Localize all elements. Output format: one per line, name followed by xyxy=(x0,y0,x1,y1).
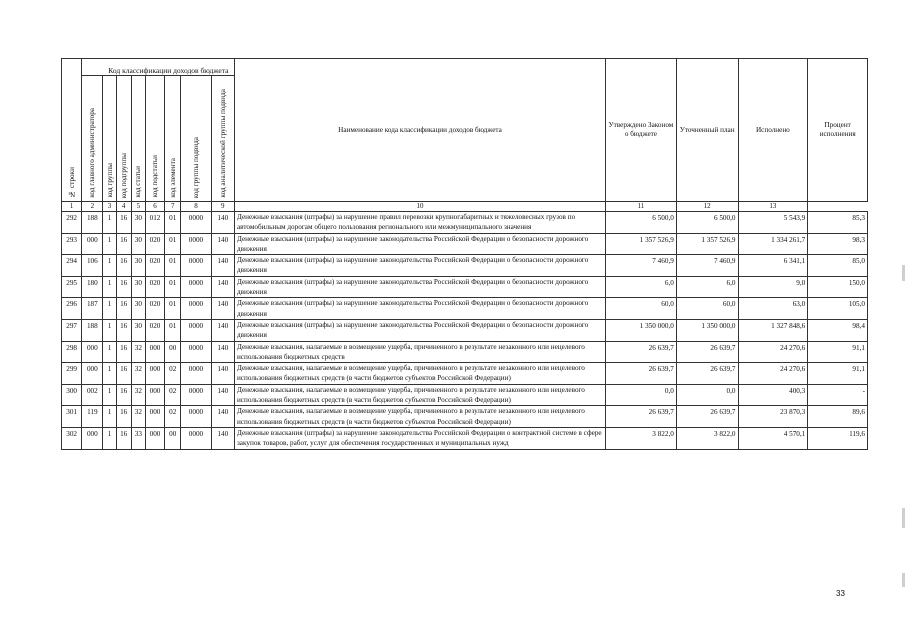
article-code: 30 xyxy=(131,276,145,298)
subtype-group-code: 0000 xyxy=(181,233,211,255)
analytic-group-code: 140 xyxy=(211,276,234,298)
subtype-group-code: 0000 xyxy=(181,319,211,341)
executed-value: 24 270,6 xyxy=(738,363,808,385)
admin-code: 187 xyxy=(82,298,103,320)
income-name: Денежные взыскания (штрафы) за нарушение правил перевозки крупногабаритных и тяжеловесных грузов по автомобильным дорогам общего пользования регионального или межмуниципального значения xyxy=(234,212,605,234)
analytic-group-code: 140 xyxy=(211,298,234,320)
subtype-group-code: 0000 xyxy=(181,341,211,363)
subarticle-code: 020 xyxy=(145,319,164,341)
revised-value: 6 500,0 xyxy=(676,212,738,234)
column-number: 7 xyxy=(165,202,181,212)
subarticle-code: 020 xyxy=(145,233,164,255)
group-code: 1 xyxy=(103,384,116,406)
subgroup-code: 16 xyxy=(116,255,131,277)
executed-value: 1 327 848,6 xyxy=(738,319,808,341)
admin-code: 000 xyxy=(82,341,103,363)
table-row xyxy=(62,212,868,234)
subarticle-code: 012 xyxy=(145,212,164,234)
row-number: 297 xyxy=(62,319,82,341)
subarticle-code: 020 xyxy=(145,255,164,277)
revised-value: 26 639,7 xyxy=(676,363,738,385)
column-number: 2 xyxy=(82,202,103,212)
approved-value: 3 822,0 xyxy=(606,427,677,449)
percent-value: 105,0 xyxy=(808,298,868,320)
subtype-group-code: 0000 xyxy=(181,298,211,320)
row-number: 293 xyxy=(62,233,82,255)
element-code: 01 xyxy=(165,319,181,341)
admin-code: 180 xyxy=(82,276,103,298)
group-code: 1 xyxy=(103,212,116,234)
revised-value: 7 460,9 xyxy=(676,255,738,277)
approved-value: 1 350 000,0 xyxy=(606,319,677,341)
revised-value: 3 822,0 xyxy=(676,427,738,449)
row-number: 296 xyxy=(62,298,82,320)
group-code: 1 xyxy=(103,233,116,255)
analytic-group-code: 140 xyxy=(211,233,234,255)
admin-code: 002 xyxy=(82,384,103,406)
income-name: Денежные взыскания, налагаемые в возмещение ущерба, причиненного в результате незаконного или нецелевого использования бюджетных средств (в части бюджетов субъектов Российской Федерации) xyxy=(234,384,605,406)
group-code: 1 xyxy=(103,276,116,298)
table-row xyxy=(62,341,868,363)
article-code: 33 xyxy=(131,427,145,449)
approved-value: 6 500,0 xyxy=(606,212,677,234)
budget-income-table xyxy=(61,58,868,450)
approved-value: 26 639,7 xyxy=(606,341,677,363)
element-code: 02 xyxy=(165,406,181,428)
element-code: 01 xyxy=(165,255,181,277)
subarticle-code: 000 xyxy=(145,341,164,363)
revised-value: 26 639,7 xyxy=(676,406,738,428)
table-row xyxy=(62,233,868,255)
group-code: 1 xyxy=(103,427,116,449)
analytic-group-code: 140 xyxy=(211,341,234,363)
row-number: 292 xyxy=(62,212,82,234)
admin-code: 000 xyxy=(82,363,103,385)
group-code: 1 xyxy=(103,255,116,277)
income-name: Денежные взыскания (штрафы) за нарушение законодательства Российской Федерации о безопасности дорожного движения xyxy=(234,319,605,341)
admin-code: 188 xyxy=(82,319,103,341)
revised-value: 26 639,7 xyxy=(676,341,738,363)
revised-value: 1 350 000,0 xyxy=(676,319,738,341)
analytic-group-code: 140 xyxy=(211,406,234,428)
element-code: 00 xyxy=(165,427,181,449)
subtype-group-code: 0000 xyxy=(181,276,211,298)
column-number: 10 xyxy=(234,202,605,212)
subarticle-code: 000 xyxy=(145,427,164,449)
subtype-group-code: 0000 xyxy=(181,255,211,277)
income-name: Денежные взыскания (штрафы) за нарушение законодательства Российской Федерации о безопасности дорожного движения xyxy=(234,276,605,298)
article-code: 32 xyxy=(131,341,145,363)
executed-value: 23 870,3 xyxy=(738,406,808,428)
column-number: 9 xyxy=(211,202,234,212)
subarticle-code: 020 xyxy=(145,298,164,320)
row-number: 299 xyxy=(62,363,82,385)
header-subarticle-code: код подстатьи xyxy=(145,76,164,202)
executed-value: 5 543,9 xyxy=(738,212,808,234)
header-analytic-group-code: код аналитической группы подвида xyxy=(211,76,234,202)
header-approved: Утверждено Законом о бюджете xyxy=(606,59,677,202)
income-name: Денежные взыскания (штрафы) за нарушение законодательства Российской Федерации о контрактной системе в сфере закупок товаров, работ, услуг для обеспечения государственных и муниципальных нужд xyxy=(234,427,605,449)
group-code: 1 xyxy=(103,341,116,363)
approved-value: 1 357 526,9 xyxy=(606,233,677,255)
income-name: Денежные взыскания (штрафы) за нарушение законодательства Российской Федерации о безопасности дорожного движения xyxy=(234,233,605,255)
article-code: 30 xyxy=(131,255,145,277)
column-number-row xyxy=(62,202,868,212)
subtype-group-code: 0000 xyxy=(181,384,211,406)
table-row xyxy=(62,406,868,428)
percent-value: 150,0 xyxy=(808,276,868,298)
page-number: 33 xyxy=(836,589,845,598)
subgroup-code: 16 xyxy=(116,233,131,255)
percent-value: 98,4 xyxy=(808,319,868,341)
percent-value: - xyxy=(808,384,868,406)
subtype-group-code: 0000 xyxy=(181,212,211,234)
analytic-group-code: 140 xyxy=(211,212,234,234)
percent-value: 91,1 xyxy=(808,363,868,385)
income-name: Денежные взыскания, налагаемые в возмещение ущерба, причиненного в результате незаконного или нецелевого использования бюджетных средств xyxy=(234,341,605,363)
revised-value: 0,0 xyxy=(676,384,738,406)
header-subtype-group-code: код группы подвида xyxy=(181,76,211,202)
column-number: 6 xyxy=(145,202,164,212)
element-code: 01 xyxy=(165,233,181,255)
header-percent: Процент исполнения xyxy=(808,59,868,202)
header-executed: Исполнено xyxy=(738,59,808,202)
element-code: 01 xyxy=(165,298,181,320)
percent-value: 89,6 xyxy=(808,406,868,428)
header-subgroup-code: код подгруппы xyxy=(116,76,131,202)
element-code: 00 xyxy=(165,341,181,363)
element-code: 01 xyxy=(165,276,181,298)
subtype-group-code: 0000 xyxy=(181,363,211,385)
subgroup-code: 16 xyxy=(116,363,131,385)
article-code: 30 xyxy=(131,212,145,234)
article-code: 30 xyxy=(131,319,145,341)
analytic-group-code: 140 xyxy=(211,384,234,406)
table-row xyxy=(62,255,868,277)
income-name: Денежные взыскания (штрафы) за нарушение законодательства Российской Федерации о безопасности дорожного движения xyxy=(234,255,605,277)
subarticle-code: 000 xyxy=(145,363,164,385)
revised-value: 1 357 526,9 xyxy=(676,233,738,255)
row-number: 295 xyxy=(62,276,82,298)
approved-value: 26 639,7 xyxy=(606,363,677,385)
header-admin-code: код главного администратора xyxy=(82,76,103,202)
subgroup-code: 16 xyxy=(116,319,131,341)
analytic-group-code: 140 xyxy=(211,427,234,449)
revised-value: 60,0 xyxy=(676,298,738,320)
column-number: 1 xyxy=(62,202,82,212)
percent-value: 85,0 xyxy=(808,255,868,277)
admin-code: 000 xyxy=(82,233,103,255)
article-code: 32 xyxy=(131,406,145,428)
executed-value: 1 334 261,7 xyxy=(738,233,808,255)
column-number: 13 xyxy=(738,202,808,212)
column-number: 3 xyxy=(103,202,116,212)
subgroup-code: 16 xyxy=(116,384,131,406)
article-code: 30 xyxy=(131,233,145,255)
subgroup-code: 16 xyxy=(116,427,131,449)
analytic-group-code: 140 xyxy=(211,319,234,341)
executed-value: 9,0 xyxy=(738,276,808,298)
subgroup-code: 16 xyxy=(116,406,131,428)
header-article-code: код статьи xyxy=(131,76,145,202)
table-row xyxy=(62,384,868,406)
header-code-group: Код классификации доходов бюджета xyxy=(82,59,235,76)
approved-value: 6,0 xyxy=(606,276,677,298)
subgroup-code: 16 xyxy=(116,212,131,234)
header-name: Наименование кода классификации доходов бюджета xyxy=(234,59,605,202)
approved-value: 0,0 xyxy=(606,384,677,406)
header-row-no: № строки xyxy=(62,59,82,202)
percent-value: 85,3 xyxy=(808,212,868,234)
table-row xyxy=(62,319,868,341)
subarticle-code: 000 xyxy=(145,384,164,406)
analytic-group-code: 140 xyxy=(211,255,234,277)
header-group-code: код группы xyxy=(103,76,116,202)
executed-value: 6 341,1 xyxy=(738,255,808,277)
admin-code: 119 xyxy=(82,406,103,428)
row-number: 302 xyxy=(62,427,82,449)
group-code: 1 xyxy=(103,363,116,385)
table-row xyxy=(62,276,868,298)
table-row xyxy=(62,363,868,385)
analytic-group-code: 140 xyxy=(211,363,234,385)
percent-value: 119,6 xyxy=(808,427,868,449)
admin-code: 000 xyxy=(82,427,103,449)
subtype-group-code: 0000 xyxy=(181,406,211,428)
approved-value: 7 460,9 xyxy=(606,255,677,277)
column-number: 11 xyxy=(606,202,677,212)
column-number: 5 xyxy=(131,202,145,212)
header-revised: Уточненный план xyxy=(676,59,738,202)
article-code: 32 xyxy=(131,384,145,406)
subarticle-code: 000 xyxy=(145,406,164,428)
column-number: 8 xyxy=(181,202,211,212)
subgroup-code: 16 xyxy=(116,276,131,298)
approved-value: 60,0 xyxy=(606,298,677,320)
admin-code: 188 xyxy=(82,212,103,234)
admin-code: 106 xyxy=(82,255,103,277)
row-number: 298 xyxy=(62,341,82,363)
table-row xyxy=(62,298,868,320)
percent-value: 98,3 xyxy=(808,233,868,255)
article-code: 30 xyxy=(131,298,145,320)
executed-value: 24 270,6 xyxy=(738,341,808,363)
element-code: 01 xyxy=(165,212,181,234)
income-name: Денежные взыскания, налагаемые в возмещение ущерба, причиненного в результате незаконного или нецелевого использования бюджетных средств (в части бюджетов субъектов Российской Федерации) xyxy=(234,406,605,428)
group-code: 1 xyxy=(103,298,116,320)
column-number: 12 xyxy=(676,202,738,212)
subarticle-code: 020 xyxy=(145,276,164,298)
executed-value: 63,0 xyxy=(738,298,808,320)
element-code: 02 xyxy=(165,363,181,385)
revised-value: 6,0 xyxy=(676,276,738,298)
income-name: Денежные взыскания (штрафы) за нарушение законодательства Российской Федерации о безопасности дорожного движения xyxy=(234,298,605,320)
executed-value: 400,3 xyxy=(738,384,808,406)
column-number: 4 xyxy=(116,202,131,212)
subgroup-code: 16 xyxy=(116,341,131,363)
element-code: 02 xyxy=(165,384,181,406)
approved-value: 26 639,7 xyxy=(606,406,677,428)
subtype-group-code: 0000 xyxy=(181,427,211,449)
row-number: 294 xyxy=(62,255,82,277)
table-row xyxy=(62,427,868,449)
group-code: 1 xyxy=(103,406,116,428)
article-code: 32 xyxy=(131,363,145,385)
row-number: 300 xyxy=(62,384,82,406)
row-number: 301 xyxy=(62,406,82,428)
income-name: Денежные взыскания, налагаемые в возмещение ущерба, причиненного в результате незаконного или нецелевого использования бюджетных средств (в части бюджетов субъектов Российской Федерации) xyxy=(234,363,605,385)
group-code: 1 xyxy=(103,319,116,341)
executed-value: 4 570,1 xyxy=(738,427,808,449)
header-element-code: код элемента xyxy=(165,76,181,202)
percent-value: 91,1 xyxy=(808,341,868,363)
subgroup-code: 16 xyxy=(116,298,131,320)
